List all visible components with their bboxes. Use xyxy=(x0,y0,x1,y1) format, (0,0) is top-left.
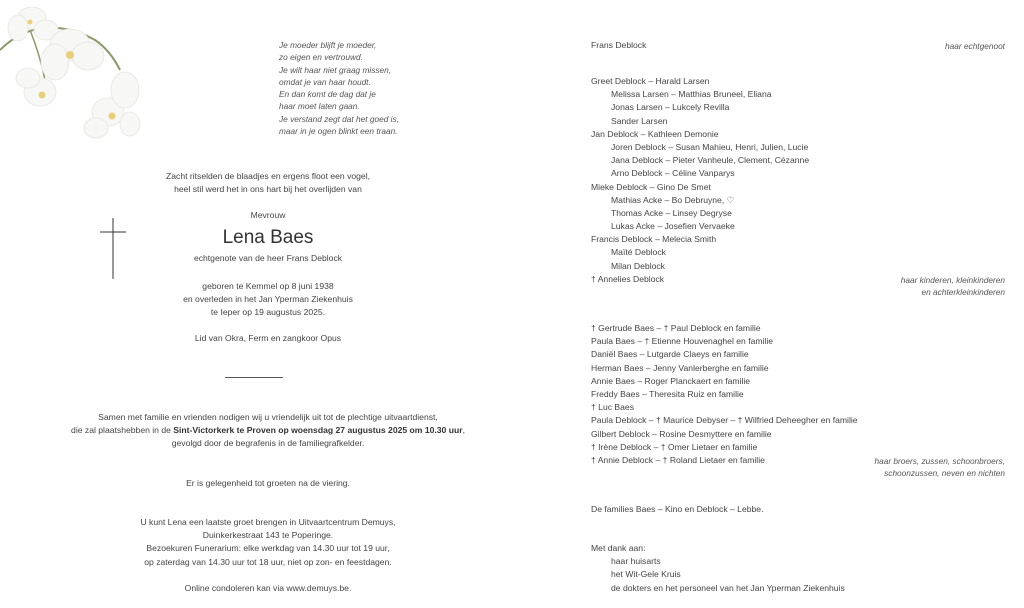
children-line: Arno Deblock – Céline Vanparys xyxy=(611,168,735,179)
children-line: Jonas Larsen – Lukcely Revilla xyxy=(611,102,730,113)
poem-line: En dan komt de dag dat je xyxy=(279,89,376,100)
families-text: De families Baes – Kino en Deblock – Lebbe. xyxy=(591,504,764,514)
children-line: Francis Deblock – Melecia Smith xyxy=(591,234,717,245)
membership-line: Lid van Okra, Ferm en zangkoor Opus xyxy=(194,333,342,343)
children-line: Greet Deblock – Harald Larsen xyxy=(591,76,710,86)
sibling-line: † Luc Baes xyxy=(591,402,634,413)
spouse-line: echtgenote van de heer Frans Deblock xyxy=(193,253,343,263)
children-tag-line: haar kinderen, kleinkinderen xyxy=(900,275,1005,285)
poem-line: omdat je van haar houdt. xyxy=(279,76,371,87)
children-line: Mieke Deblock – Gino De Smet xyxy=(591,181,711,192)
visit-line: U kunt Lena een laatste groet brengen in Uitvaartcentrum Demuys, xyxy=(140,517,396,527)
children-line: Mathias Acke – Bo Debruyne, ♡ xyxy=(611,194,735,205)
service-text: , xyxy=(462,425,465,436)
sibling-line: † Gertrude Baes – † Paul Deblock en familie xyxy=(591,323,761,333)
thanks-title: Met dank aan: xyxy=(591,543,646,553)
sibling-line: Gilbert Deblock – Rosine Desmyttere en familie xyxy=(591,428,772,439)
birth-death-details xyxy=(66,280,470,320)
cross-icon xyxy=(100,218,126,279)
children-line: Jan Deblock – Kathleen Demonie xyxy=(591,128,719,139)
children-line: Milan Deblock xyxy=(611,260,665,271)
thanks-line: de dokters en het personeel van het Jan Yperman Ziekenhuis xyxy=(611,582,845,593)
husband-tag: haar echtgenoot xyxy=(945,41,1005,51)
service-location-time: Sint-Victorkerk te Proven op woensdag 27 augustus 2025 om 10.30 uur xyxy=(173,425,463,436)
born-line: te Ieper op 19 augustus 2025. xyxy=(210,307,326,318)
intro-line: Zacht ritselden de blaadjes en ergens floot een vogel, xyxy=(166,171,370,181)
children-tag-line: en achterkleinkinderen xyxy=(921,287,1005,297)
children-line: † Annelies Deblock xyxy=(591,273,665,284)
children-line: Lukas Acke – Josefien Vervaeke xyxy=(611,221,735,232)
sibling-line: Paula Deblock – † Maurice Debyser – † Wilfried Deheegher en familie xyxy=(591,415,858,426)
sibling-line: † Annie Deblock – † Roland Lietaer en familie xyxy=(591,454,765,465)
deceased-name: Lena Baes xyxy=(222,227,314,248)
siblings-tag-line: schoonzussen, neven en nichten xyxy=(884,468,1005,478)
sibling-line: Herman Baes – Jenny Vanlerberghe en familie xyxy=(591,362,769,373)
poem-line: haar moet laten gaan. xyxy=(279,101,360,112)
orchid-flower-image xyxy=(0,0,150,150)
sibling-line: Annie Baes – Roger Planckaert en familie xyxy=(591,375,751,386)
children-line: Joren Deblock – Susan Mahieu, Henri, Julien, Lucie xyxy=(611,141,809,152)
children-list xyxy=(591,75,1011,286)
poem-line: Je wilt haar niet graag missen, xyxy=(279,64,392,75)
intro-line: heel stil werd het in ons hart bij het overlijden van xyxy=(174,184,362,195)
service-line: Samen met familie en vrienden nodigen wij u vriendelijk uit tot de plechtige uitvaartdienst, xyxy=(98,412,438,422)
born-line: en overleden in het Jan Yperman Ziekenhuis xyxy=(183,294,353,305)
thanks-line: haar huisarts xyxy=(611,556,661,567)
visit-line: Duinkerkestraat 143 te Poperinge. xyxy=(202,530,334,541)
siblings-list xyxy=(591,322,1011,467)
children-line: Sander Larsen xyxy=(611,115,668,126)
children-tag xyxy=(901,274,1005,298)
online-condolence-line: Online condoleren kan via www.demuys.be. xyxy=(184,583,352,593)
service-line xyxy=(66,424,470,437)
visit-info xyxy=(66,516,470,569)
sibling-line: Daniël Baes – Lutgarde Claeys en familie xyxy=(591,349,749,360)
children-line: Jana Deblock – Pieter Vanheule, Clement, Cézanne xyxy=(611,155,810,166)
service-text: die zal plaatshebben in de xyxy=(71,425,174,436)
thanks-section xyxy=(591,542,1011,595)
greeting-line: Er is gelegenheid tot groeten na de viering. xyxy=(186,478,350,488)
children-line: Thomas Acke – Linsey Degryse xyxy=(611,207,732,218)
poem-line: maar in je ogen blinkt een traan. xyxy=(279,126,398,137)
families-line xyxy=(591,503,1011,516)
siblings-tag xyxy=(874,455,1005,479)
born-line: geboren te Kemmel op 8 juni 1938 xyxy=(202,281,334,291)
intro-text xyxy=(66,170,470,196)
sibling-line: † Irène Deblock – † Omer Lietaer en familie xyxy=(591,441,758,452)
poem xyxy=(279,39,479,137)
poem-line: zo eigen en vertrouwd. xyxy=(279,52,363,63)
sibling-line: Freddy Baes – Theresita Ruiz en familie xyxy=(591,388,744,399)
divider xyxy=(225,377,283,378)
service-invitation xyxy=(66,411,470,451)
children-line: Maïté Deblock xyxy=(611,247,666,258)
visit-line: Bezoekuren Funerarium: elke werkdag van 14.30 uur tot 19 uur, xyxy=(146,543,390,554)
siblings-tag-line: haar broers, zussen, schoonbroers, xyxy=(874,456,1005,466)
thanks-line: het Wit-Gele Kruis xyxy=(611,569,681,580)
sibling-line: Paula Baes – † Etienne Houvenaghel en familie xyxy=(591,336,774,347)
poem-line: Je moeder blijft je moeder, xyxy=(279,40,377,50)
poem-line: Je verstand zegt dat het goed is, xyxy=(279,113,399,124)
children-line: Melissa Larsen – Matthias Bruneel, Eliana xyxy=(611,89,772,100)
title-label: Mevrouw xyxy=(250,210,286,220)
service-line: gevolgd door de begrafenis in de familiegrafkelder. xyxy=(171,438,365,449)
visit-line: op zaterdag van 14.30 uur tot 18 uur, niet op zon- en feestdagen. xyxy=(144,556,392,567)
husband-name: Frans Deblock xyxy=(591,40,647,50)
